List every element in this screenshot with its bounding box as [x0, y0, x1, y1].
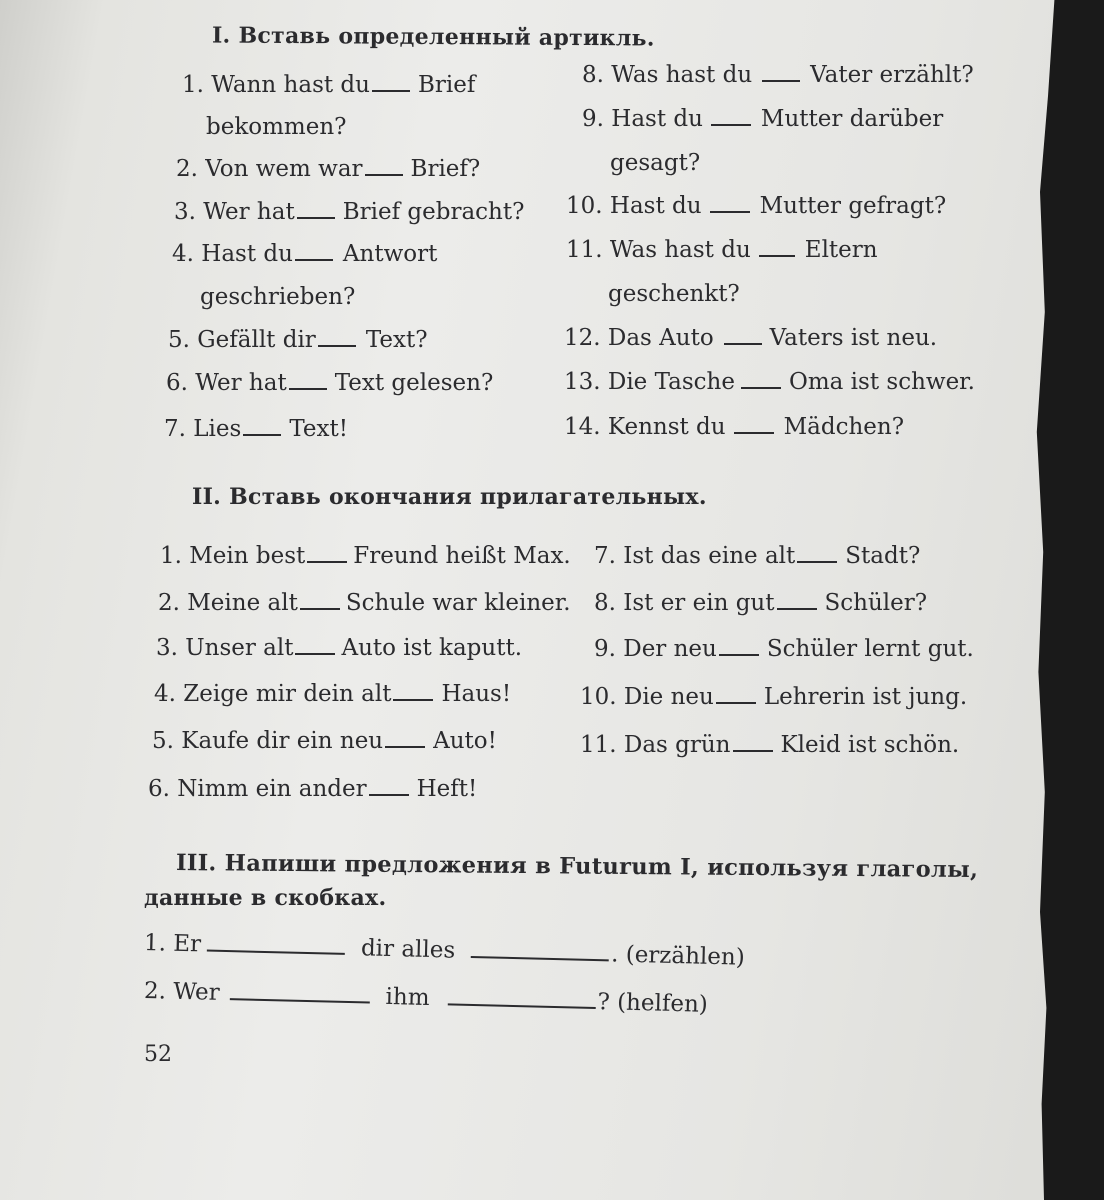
exercise-item: 13. Die Tasche Oma ist schwer.: [564, 369, 975, 395]
exercise-item: 2. Meine alt Schule war kleiner.: [158, 590, 571, 616]
exercise-item: 7. Ist das eine alt Stadt?: [594, 543, 921, 569]
section-2-title: II. Вставь окончания прилагательных.: [192, 484, 707, 510]
exercise-item: 1. Mein best Freund heißt Max.: [160, 543, 571, 569]
exercise-item-continuation: geschenkt?: [608, 281, 740, 307]
exercise-item: 1. Wann hast du Brief: [182, 72, 476, 98]
exercise-item-continuation: bekommen?: [206, 114, 347, 140]
exercise-item-continuation: geschrieben?: [200, 284, 356, 310]
exercise-item: 7. Lies Text!: [164, 416, 348, 442]
exercise-item: 10. Die neu Lehrerin ist jung.: [580, 684, 968, 710]
exercise-item: 9. Hast du Mutter darüber: [582, 106, 944, 132]
section-3-title-line-2: данные в скобках.: [144, 885, 387, 911]
exercise-item: 6. Nimm ein ander Heft!: [148, 776, 478, 802]
exercise-item: 3. Wer hat Brief gebracht?: [174, 199, 525, 225]
exercise-item: 6. Wer hat Text gelesen?: [166, 370, 494, 396]
section-1-title: I. Вставь определенный артикль.: [211, 22, 655, 52]
exercise-item: 12. Das Auto Vaters ist neu.: [564, 325, 938, 351]
page-number: 52: [144, 1042, 172, 1067]
exercise-item: 14. Kennst du Mädchen?: [564, 414, 905, 440]
exercise-item-continuation: gesagt?: [610, 150, 701, 176]
exercise-item: 5. Gefällt dir Text?: [168, 327, 428, 353]
exercise-item: 9. Der neu Schüler lernt gut.: [594, 636, 974, 662]
section-3-title-line-1: III. Напиши предложения в Futurum I, используя глаголы,: [175, 850, 979, 883]
exercise-item: 8. Ist er ein gut Schüler?: [594, 590, 928, 616]
exercise-item: 2. Wer ihm ? (helfen): [143, 978, 709, 1018]
exercise-item: 5. Kaufe dir ein neu Auto!: [152, 728, 497, 754]
exercise-item: 4. Zeige mir dein alt Haus!: [154, 681, 512, 707]
exercise-item: 1. Er dir alles . (erzählen): [143, 930, 746, 971]
exercise-item: 11. Was hast du Eltern: [566, 237, 878, 263]
exercise-item: 8. Was hast du Vater erzählt?: [582, 62, 974, 88]
exercise-item: 10. Hast du Mutter gefragt?: [566, 193, 947, 219]
exercise-item: 2. Von wem war Brief?: [176, 156, 481, 182]
exercise-item: 3. Unser alt Auto ist kaputt.: [156, 635, 523, 661]
exercise-item: 11. Das grün Kleid ist schön.: [580, 732, 960, 758]
exercise-item: 4. Hast du Antwort: [172, 241, 438, 267]
